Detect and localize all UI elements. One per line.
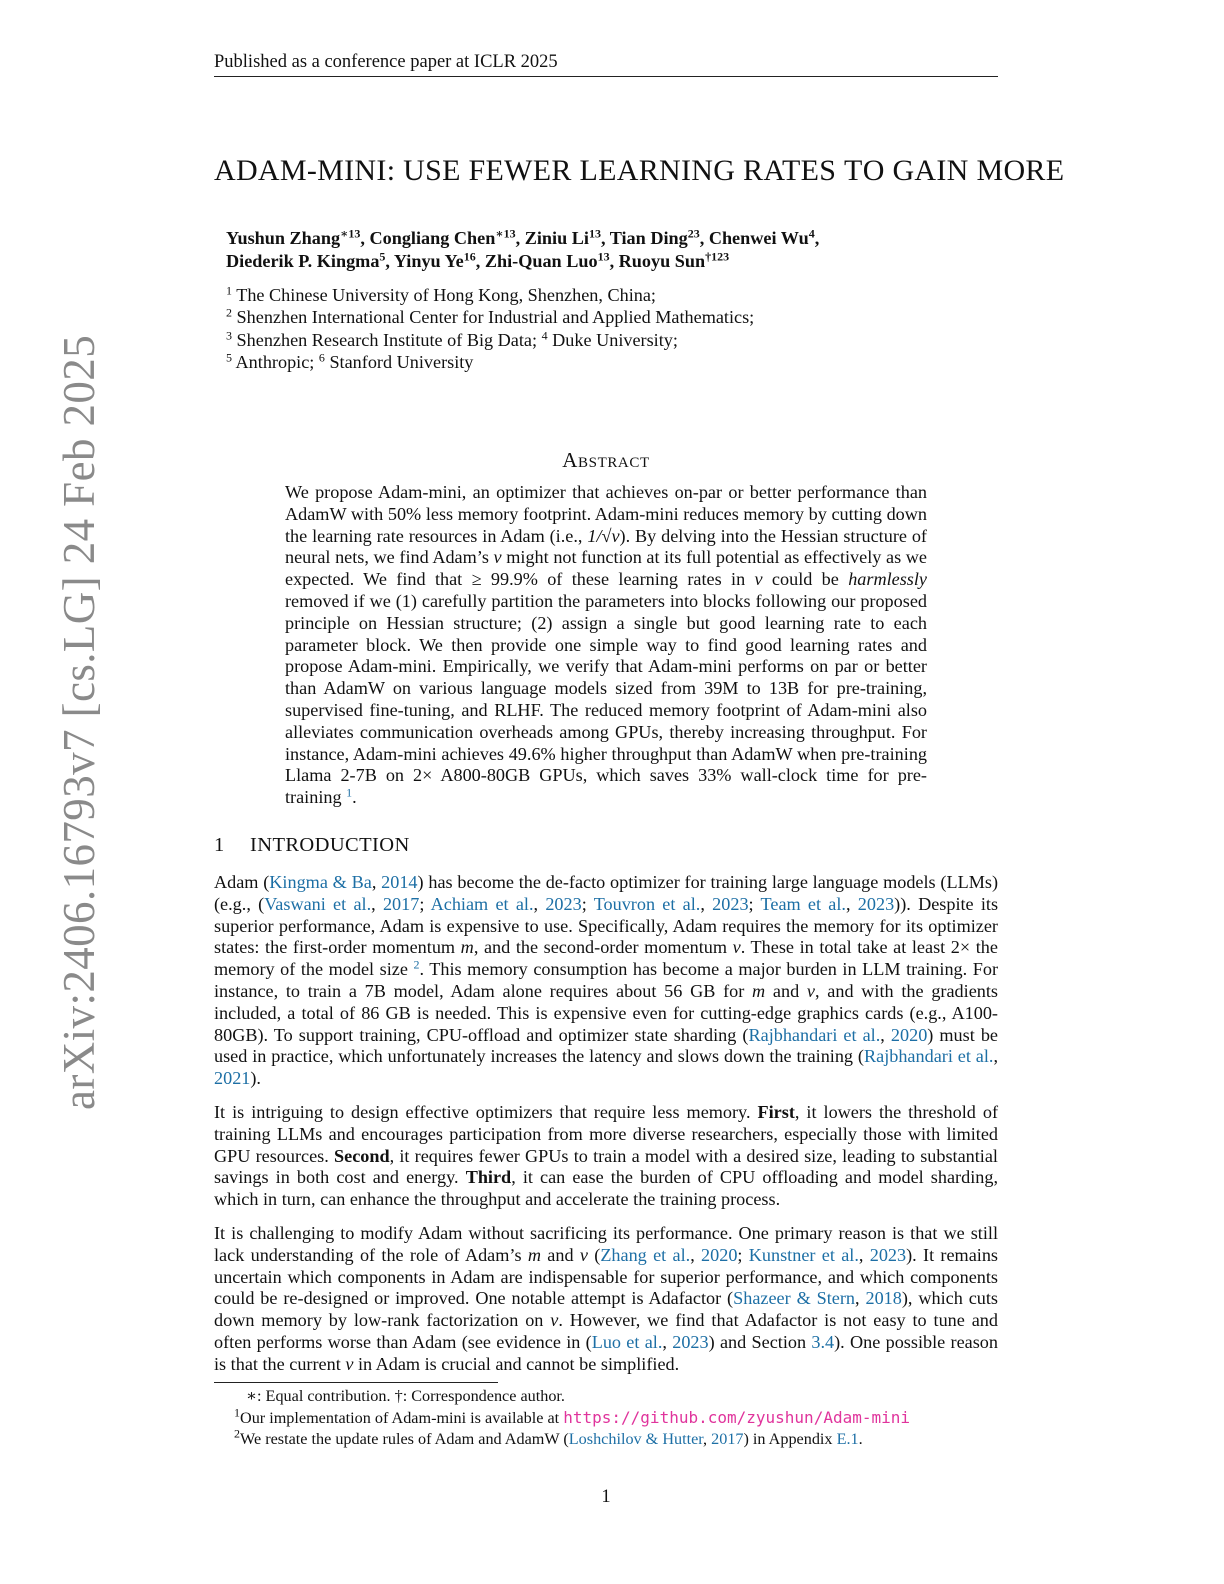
citation-link[interactable]: 2018 [865, 1288, 902, 1309]
intro-paragraph-2: It is intriguing to design effective optimizers that require less memory. First, it lowers the threshold of training LLMs and encourages participation from more diverse researchers, especially those with limited GPU resources. Second, it requires fewer GPUs to train a model with a desired size, leading to substantial savings in both cost and energy. Third, it can ease the burden of CPU offloading and model sharding, which in turn, can enhance the throughput and accelerate the training process. [214, 1101, 999, 1210]
citation-link[interactable]: 2023 [857, 893, 895, 914]
author-list: Yushun Zhang$^{∗13}$, Congliang Chen$^{∗13}$, Ziniu Li$^{13}$, Tian Ding$^{23}$, Chenwei Wu$^4$, Diederik P. Kingma$^5$, Yinyu Ye$^{16}$, Zhi-Quan Luo$^{13}$, Ruoyu Sun$^{\dagger 123}$ [226, 226, 820, 271]
footnote-1: $^1$Our implementation of Adam-mini is available at https://github.com/zyushun/Adam-mini [234, 1405, 911, 1427]
affiliation-3-4: $^3$ Shenzhen Research Institute of Big Data; $^4$ Duke University; [226, 328, 678, 350]
citation-link[interactable]: Rajbhandari et al. [748, 1024, 881, 1045]
intro-paragraph-1: Adam (Kingma & Ba, 2014) has become the de-facto optimizer for training large language models (LLMs) (e.g., (Vaswani et al., 2017; Achiam et al., 2023; Touvron et al., 2023; Team et al., 2023)). Despite its superior performance, Adam is expensive to use. Specifically, Adam requires the memory for its optimizer states: the first-order momentum m, and the second-order momentum v. These in total take at least 2× the memory of the model size $^2$. This memory consumption has become a major burden in LLM training. For instance, to train a 7B model, Adam alone requires about 56 GB for m and v, and with the gradients included, a total of 86 GB is needed. This is expensive even for cutting-edge graphics cards (e.g., A100-80GB). To support training, CPU-offload and optimizer state sharding (Rajbhandari et al., 2020) must be used in practice, which unfortunately increases the latency and slows down the training (Rajbhandari et al., 2021). [214, 872, 999, 1089]
footnote-2: $^2$We restate the update rules of Adam and AdamW (Loshchilov & Hutter, 2017) in Appendix E.1. [234, 1426, 863, 1448]
running-header: Published as a conference paper at ICLR 2025 [214, 52, 998, 77]
citation-link[interactable]: 2023 [869, 1244, 907, 1265]
citation-link[interactable]: Vaswani et al. [264, 893, 372, 914]
affiliation-5-6: $^5$ Anthropic; $^6$ Stanford University [226, 350, 474, 372]
citation-link[interactable]: 2014 [381, 872, 418, 892]
citation-link[interactable]: 2017 [711, 1430, 744, 1448]
appendix-link[interactable]: E.1 [836, 1430, 859, 1448]
citation-link[interactable]: Luo et al. [591, 1331, 663, 1352]
citation-link[interactable]: Touvron et al. [593, 893, 701, 914]
affiliation-1: $^1$ The Chinese University of Hong Kong, Shenzhen, China; [226, 283, 656, 305]
introduction-body [214, 872, 998, 1388]
section-heading-introduction: 1 INTRODUCTION [214, 834, 410, 856]
citation-link[interactable]: 2020 [890, 1024, 928, 1045]
citation-link[interactable]: 2021 [214, 1068, 251, 1089]
section-link[interactable]: 3.4 [811, 1331, 835, 1352]
footnote-ref-1[interactable]: 1 [346, 785, 353, 800]
footnote-divider [214, 1382, 498, 1383]
github-link[interactable]: https://github.com/zyushun/Adam-mini [563, 1408, 911, 1427]
affiliation-list [226, 284, 1006, 373]
citation-link[interactable]: 2023 [712, 893, 749, 914]
citation-link[interactable]: 2020 [701, 1244, 738, 1265]
arxiv-identifier: arXiv:2406.16793v7 [cs.LG] 24 Feb 2025 [54, 334, 104, 1110]
citation-link[interactable]: 2023 [672, 1331, 709, 1352]
citation-link[interactable]: Shazeer & Stern [733, 1288, 856, 1309]
affiliation-2: $^2$ Shenzhen International Center for Industrial and Applied Mathematics; [226, 305, 755, 328]
citation-link[interactable]: Team et al. [760, 893, 846, 914]
footnote-equal-contribution: ∗: Equal contribution. †: Correspondence author. [246, 1387, 565, 1405]
paper-title: ADAM-MINI: USE FEWER LEARNING RATES TO GAIN MORE [214, 154, 1065, 187]
citation-link[interactable]: Rajbhandari et al. [863, 1046, 994, 1067]
footnotes [236, 1386, 1006, 1450]
page-number: 1 [601, 1487, 611, 1507]
abstract-text: We propose Adam-mini, an optimizer that achieves on-par or better performance than AdamW with 50% less memory footprint. Adam-mini reduces memory by cutting down the learning rate resources in Adam (i.e., 1/√v). By delving into the Hessian structure of neural nets, we find Adam’s v might not function at its full potential as effectively as we expected. We find that ≥ 99.9% of these learning rates in v could be harmlessly removed if we (1) carefully partition the parameters into blocks following our proposed principle on Hessian structure; (2) assign a single but good learning rate to each parameter block. We then provide one simple way to find good learning rates and propose Adam-mini. Empirically, we verify that Adam-mini performs on par or better than AdamW on various language models sized from 39M to 13B for pre-training, supervised fine-tuning, and RLHF. The reduced memory footprint of Adam-mini also alleviates communication overheads among GPUs, thereby increasing throughput. For instance, Adam-mini achieves 49.6% higher throughput than AdamW when pre-training Llama 2-7B on 2× A800-80GB GPUs, which saves 33% wall-clock time for pre-training $^1$. [285, 482, 928, 808]
footnote-ref-2[interactable]: 2 [413, 957, 420, 972]
citation-link[interactable]: 2023 [545, 893, 582, 914]
intro-paragraph-3: It is challenging to modify Adam without sacrificing its performance. One primary reason is that we still lack understanding of the role of Adam’s m and v (Zhang et al., 2020; Kunstner et al., 2023). It remains uncertain which components in Adam are indispensable for superior performance, and which components could be re-designed or improved. One notable attempt is Adafactor (Shazeer & Stern, 2018), which cuts down memory by low-rank factorization on v. However, we find that Adafactor is not easy to tune and often performs worse than Adam (see evidence in (Luo et al., 2023) and Section 3.4). One possible reason is that the current v in Adam is crucial and cannot be simplified. [214, 1222, 999, 1374]
citation-link[interactable]: Kingma & Ba [269, 872, 372, 892]
citation-link[interactable]: 2017 [382, 893, 420, 914]
citation-link[interactable]: Zhang et al. [600, 1244, 691, 1265]
citation-link[interactable]: Achiam et al. [430, 893, 534, 914]
citation-link[interactable]: Kunstner et al. [748, 1244, 859, 1265]
abstract-heading: Abstract [562, 448, 650, 472]
citation-link[interactable]: Loshchilov & Hutter [568, 1430, 704, 1448]
